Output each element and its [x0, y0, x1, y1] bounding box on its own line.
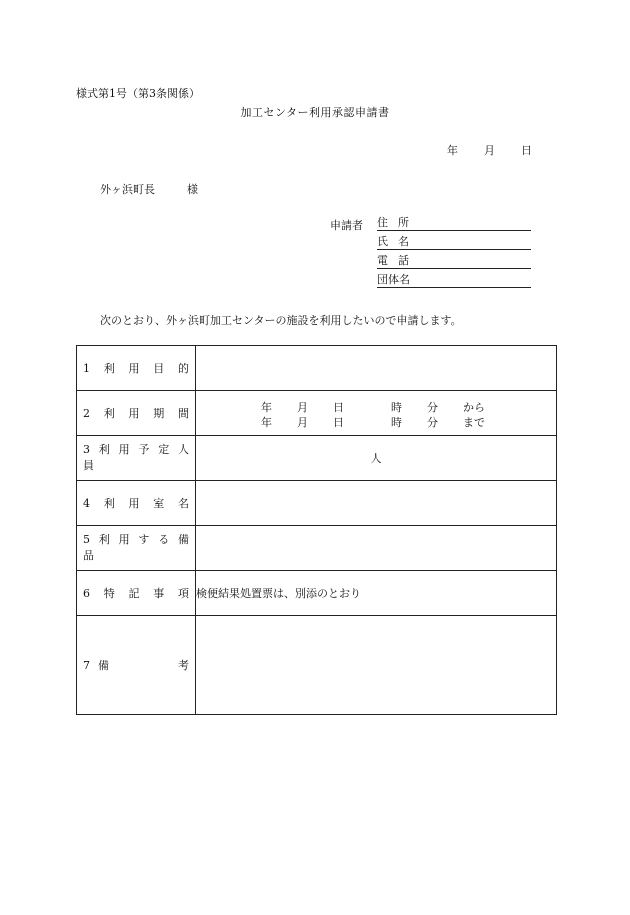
table-row [77, 526, 557, 571]
group-name-field[interactable] [377, 273, 531, 288]
name-field[interactable] [377, 235, 531, 250]
row-label-remarks [77, 616, 196, 715]
label-char: 間 [178, 407, 189, 420]
period-minute: 分 [427, 401, 438, 414]
period-month: 月 [297, 401, 308, 414]
period-day: 日 [333, 416, 344, 429]
label-wrap-char: 員 [83, 459, 94, 472]
addressee [100, 181, 198, 197]
people-value[interactable] [196, 436, 557, 481]
period-value[interactable] [196, 391, 557, 436]
people-unit: 人 [370, 452, 382, 465]
label-char: 名 [178, 497, 189, 510]
row-number: 1 [83, 361, 90, 375]
label-wrap-char: 品 [83, 549, 94, 562]
label-char: 定 [158, 443, 170, 456]
row-number: 4 [83, 496, 90, 510]
intro-text: 次のとおり、外ヶ浜町加工センターの施設を利用したいので申請します。 [100, 314, 462, 327]
name-label-b: 名 [398, 235, 409, 248]
period-start-line [261, 399, 485, 415]
label-char: 予 [138, 443, 150, 456]
date-year: 年 [447, 144, 458, 157]
label-char: 用 [128, 407, 140, 420]
period-day: 日 [333, 401, 344, 414]
period-year: 年 [261, 416, 272, 429]
row-label-purpose [77, 346, 196, 391]
date-line [447, 142, 532, 158]
label-char: 用 [118, 443, 130, 456]
row-label-equipment [77, 526, 196, 571]
row-number: 2 [83, 406, 90, 420]
date-day: 日 [521, 144, 532, 157]
period-year: 年 [261, 401, 272, 414]
label-char: 考 [178, 659, 189, 672]
row-number: 6 [83, 586, 90, 600]
period-minute: 分 [427, 416, 438, 429]
addressee-name: 外ヶ浜町長 [100, 183, 155, 196]
special-notes-value[interactable] [196, 571, 557, 616]
table-row [77, 391, 557, 436]
address-field[interactable] [377, 216, 531, 231]
row-label-people [77, 436, 196, 481]
label-char: 事 [153, 587, 165, 600]
label-char: 項 [178, 587, 189, 600]
label-char: 備 [98, 659, 109, 672]
remarks-value[interactable] [196, 616, 557, 715]
group-name-label: 団体名 [377, 273, 410, 286]
row-label-special-notes [77, 571, 196, 616]
document-title: 加工センター利用承認申請書 [240, 106, 390, 119]
label-char: 目 [153, 362, 165, 375]
phone-label-b: 話 [398, 254, 409, 267]
row-label-period [77, 391, 196, 436]
label-char: 特 [103, 587, 115, 600]
name-label-a: 氏 [377, 235, 388, 248]
label-char: 利 [98, 533, 110, 546]
label-char: 期 [153, 407, 165, 420]
applicant-label: 申請者 [330, 219, 363, 232]
table-row [77, 346, 557, 391]
label-char: す [138, 533, 150, 546]
label-char: 人 [177, 443, 189, 456]
label-char: 利 [103, 407, 115, 420]
address-label-a: 住 [377, 216, 388, 229]
equipment-value[interactable] [196, 526, 557, 571]
special-notes-text: 検便結果処置票は、別添のとおり [196, 587, 361, 600]
label-char: 用 [118, 533, 130, 546]
label-char: 備 [177, 533, 189, 546]
period-from: から [463, 401, 485, 414]
period-hour: 時 [391, 401, 402, 414]
table-row [77, 571, 557, 616]
phone-field[interactable] [377, 254, 531, 269]
label-char: 記 [128, 587, 140, 600]
label-char: る [158, 533, 170, 546]
row-number: 7 [83, 658, 90, 672]
row-label-room [77, 481, 196, 526]
label-char: 用 [128, 362, 140, 375]
label-char: 用 [128, 497, 140, 510]
period-month: 月 [297, 416, 308, 429]
addressee-honorific: 様 [187, 183, 198, 196]
label-char: 利 [103, 497, 115, 510]
phone-label-a: 電 [377, 254, 388, 267]
label-char: 的 [178, 362, 189, 375]
table-row [77, 481, 557, 526]
period-hour: 時 [391, 416, 402, 429]
application-table [76, 345, 557, 715]
period-end-line [261, 414, 485, 430]
date-month: 月 [484, 144, 495, 157]
row-number: 5 [83, 533, 90, 546]
purpose-value[interactable] [196, 346, 557, 391]
label-char: 室 [153, 497, 165, 510]
label-char: 利 [98, 443, 110, 456]
address-label-b: 所 [398, 216, 409, 229]
period-until: まで [463, 416, 485, 429]
table-row [77, 616, 557, 715]
table-row [77, 436, 557, 481]
room-value[interactable] [196, 481, 557, 526]
row-number: 3 [83, 443, 90, 456]
form-number: 様式第1号（第3条関係） [76, 87, 200, 100]
label-char: 利 [103, 362, 115, 375]
